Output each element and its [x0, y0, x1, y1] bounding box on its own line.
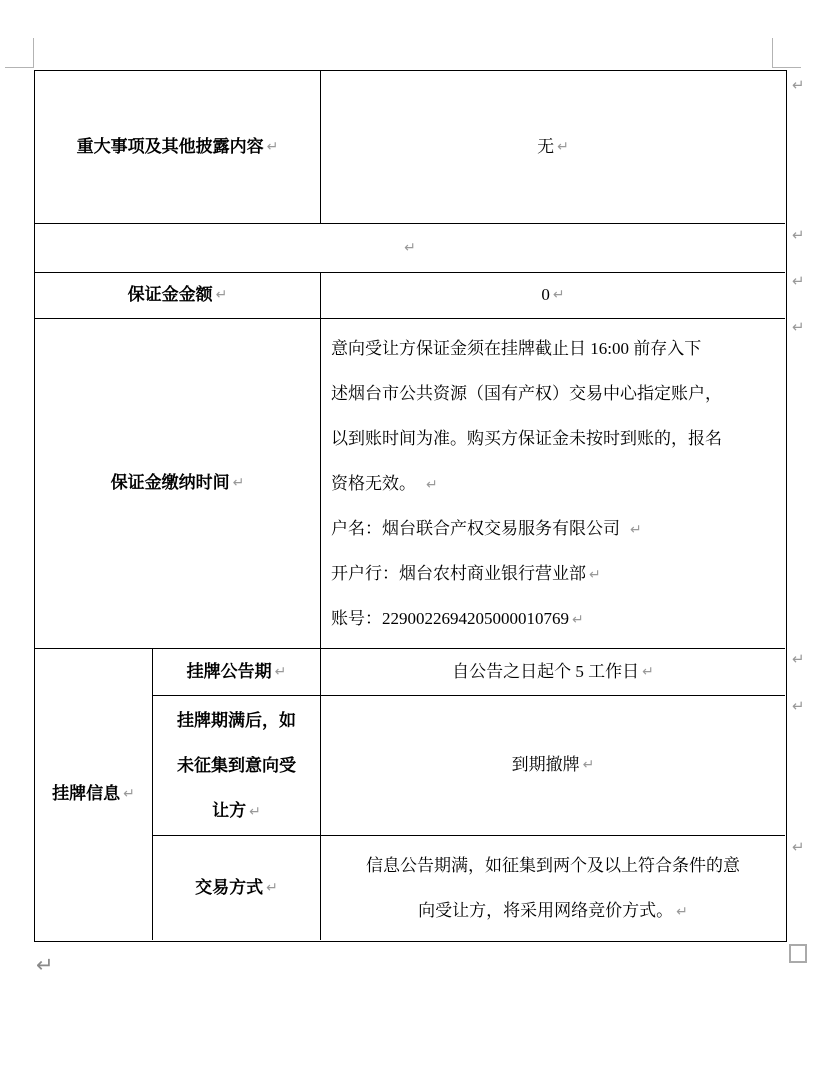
- subrow-expiry-action: [153, 696, 785, 836]
- pilcrow-mark: ↵: [642, 663, 654, 680]
- pilcrow-mark: ↵: [676, 904, 688, 920]
- deposit-time-line: 述烟台市公共资源（国有产权）交易中心指定账户，: [331, 384, 722, 403]
- row-end-mark: ↵: [792, 226, 805, 244]
- table-corner-handle[interactable]: [789, 944, 807, 963]
- pilcrow-mark: ↵: [123, 786, 135, 803]
- deposit-amount-value: 0: [541, 285, 550, 305]
- expiry-value: 到期撤牌: [511, 755, 580, 775]
- row-end-mark: ↵: [792, 272, 805, 290]
- listing-subrows: [153, 649, 785, 940]
- row-empty[interactable]: [35, 224, 785, 273]
- trade-method-label-cell[interactable]: [153, 836, 321, 940]
- trade-method-text: 信息公告期满，如征集到两个及以上符合条件的意 向受让方，将采用网络竞价方式。 ↵: [366, 856, 740, 920]
- disclosure-label: 重大事项及其他披露内容: [76, 136, 264, 156]
- expiry-label: 挂牌期满后，如 未征集到意向受 让方 ↵: [177, 711, 296, 820]
- deposit-amount-label-cell[interactable]: [35, 273, 321, 318]
- bank-line: 开户行：烟台农村商业银行营业部: [331, 564, 586, 583]
- pilcrow-mark: ↵: [249, 804, 261, 820]
- pilcrow-mark: ↵: [232, 475, 245, 492]
- margin-corner-mark-right: [772, 38, 801, 68]
- row-deposit-amount: [35, 273, 785, 319]
- pilcrow-mark: ↵: [426, 477, 438, 493]
- deposit-time-line: 以到账时间为准。购买方保证金未按时到账的，报名: [331, 429, 722, 448]
- pilcrow-mark: ↵: [630, 522, 642, 538]
- deposit-time-line: 资格无效。: [331, 474, 416, 493]
- pilcrow-mark: ↵: [552, 287, 565, 304]
- announcement-period-value-cell[interactable]: [321, 649, 785, 695]
- deposit-time-line: 意向受让方保证金须在挂牌截止日 16:00 前存入下: [331, 339, 702, 358]
- deposit-time-label: 保证金缴纳时间: [110, 473, 230, 493]
- pilcrow-mark: ↵: [582, 757, 595, 774]
- after-table-paragraph-mark: ↵: [36, 953, 54, 977]
- pilcrow-mark: ↵: [266, 879, 278, 896]
- row-end-mark: ↵: [792, 650, 805, 668]
- deposit-time-text: [331, 326, 722, 641]
- announcement-period-value: 自公告之日起个 5 工作日: [452, 661, 640, 681]
- empty-row-cell: [35, 224, 785, 272]
- deposit-time-label-cell[interactable]: [35, 319, 321, 648]
- margin-corner-mark-left: [5, 38, 34, 68]
- listing-table: [34, 70, 787, 942]
- row-listing-info: [35, 649, 785, 940]
- trade-method-value-cell[interactable]: [321, 836, 785, 940]
- account-name-line: 户名：烟台联合产权交易服务有限公司: [331, 519, 620, 538]
- disclosure-value-cell[interactable]: [321, 71, 785, 223]
- trade-method-label: 交易方式: [195, 877, 264, 897]
- listing-group-label-cell[interactable]: [35, 649, 153, 940]
- row-end-mark: ↵: [792, 838, 805, 856]
- deposit-time-value-cell[interactable]: [321, 319, 785, 648]
- pilcrow-mark: ↵: [572, 612, 584, 628]
- expiry-value-cell[interactable]: [321, 696, 785, 835]
- listing-group-label: 挂牌信息: [52, 784, 121, 804]
- row-end-mark: ↵: [792, 697, 805, 715]
- row-deposit-time: [35, 319, 785, 649]
- pilcrow-mark: ↵: [266, 138, 279, 155]
- announcement-period-label-cell[interactable]: [153, 649, 321, 695]
- subrow-announcement-period: [153, 649, 785, 696]
- pilcrow-mark: ↵: [215, 287, 228, 304]
- pilcrow-mark: ↵: [557, 138, 569, 155]
- deposit-amount-value-cell[interactable]: [321, 273, 785, 318]
- row-end-mark: ↵: [792, 318, 805, 336]
- pilcrow-mark: ↵: [589, 567, 601, 583]
- row-disclosure: [35, 71, 785, 224]
- row-end-mark: ↵: [792, 76, 805, 94]
- disclosure-value: 无: [537, 136, 555, 156]
- pilcrow-mark: ↵: [274, 663, 287, 680]
- expiry-label-cell[interactable]: [153, 696, 321, 835]
- disclosure-label-cell[interactable]: [35, 71, 321, 223]
- account-number-line: 账号：2290022694205000010769: [331, 609, 569, 628]
- deposit-amount-label: 保证金金额: [127, 285, 213, 305]
- pilcrow-mark: ↵: [404, 239, 416, 256]
- announcement-period-label: 挂牌公告期: [186, 661, 272, 681]
- subrow-trade-method: [153, 836, 785, 940]
